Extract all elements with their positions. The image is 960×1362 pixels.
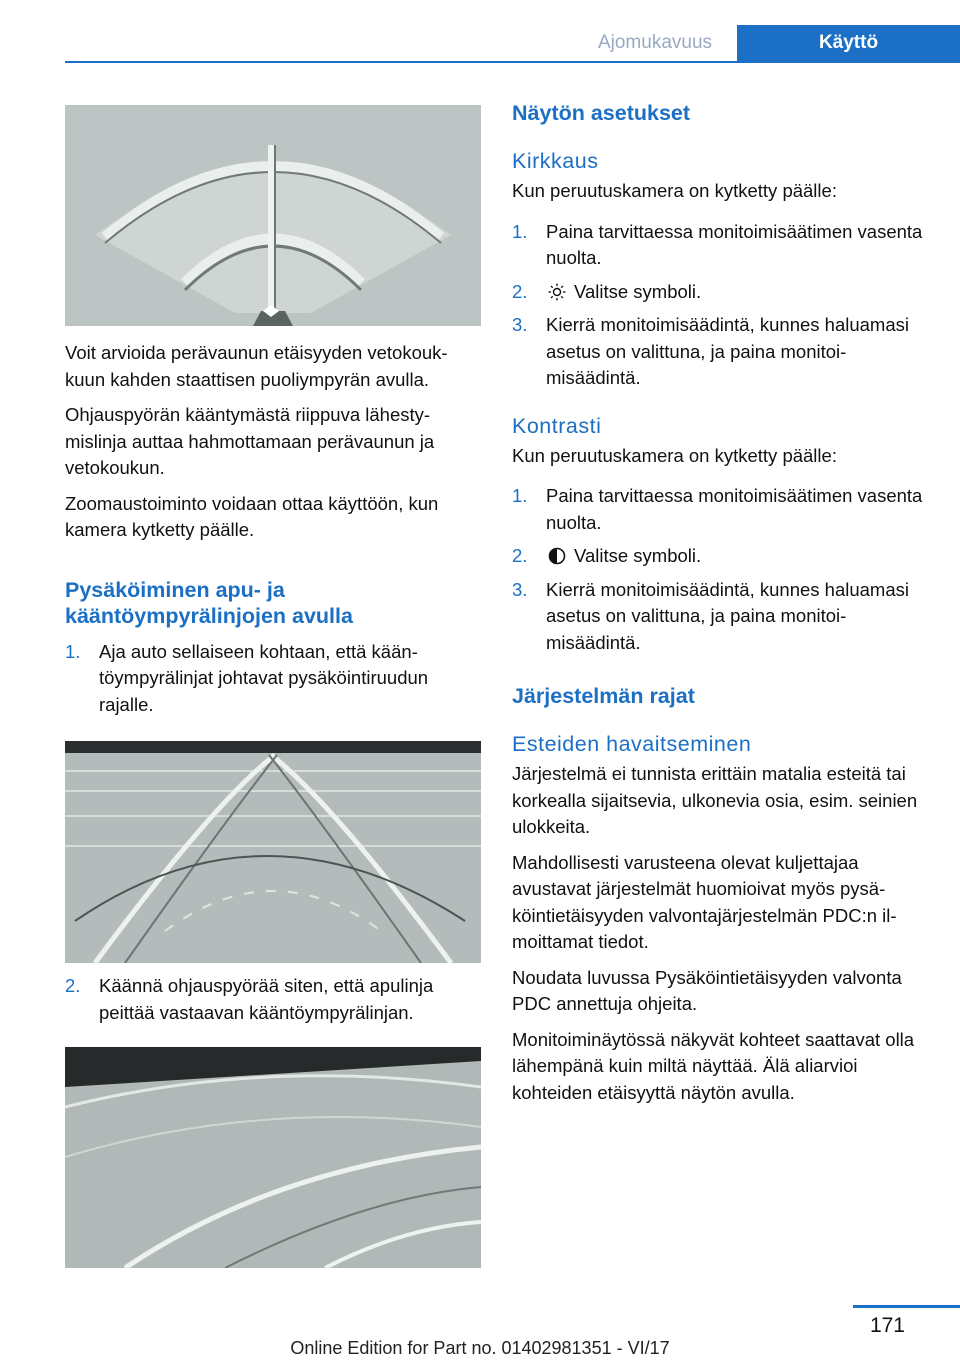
step-number: 1. <box>65 640 81 662</box>
list-item <box>65 973 481 1026</box>
paragraph: Monitoiminäytössä näkyvät kohteet saattavat olla lähempänä kuin miltä näyttää. Älä aliarvioi kohteiden etäisyyttä näytön avulla. <box>512 1028 915 1103</box>
list-item <box>512 483 932 536</box>
subsection-heading: Esteiden havaitseminen <box>512 732 752 756</box>
page-number: 171 <box>869 1314 905 1337</box>
paragraph: Järjestelmä ei tunnista erittäin matalia esteitä tai korkealla sijaitsevia, ulkonevia osia, esim. seinien ulokkeita. <box>512 763 918 837</box>
step-number: 3. <box>512 314 528 335</box>
active-chapter-tab: Käyttö <box>737 25 960 61</box>
step-text: Aja auto sellaiseen kohtaan, että kääntöympyrälinjat johtavat pysäköintiruudun rajalle. <box>99 640 429 715</box>
step-text: Paina tarvittaessa monitoimisäätimen vasenta nuolta. <box>546 220 923 268</box>
list-item <box>512 312 932 392</box>
list-item <box>512 279 932 306</box>
contrast-icon <box>546 547 568 565</box>
paragraph: Noudata luvussa Pysäköintietäisyyden valvonta PDC annettuja ohjeita. <box>512 966 902 1014</box>
section-tab: Ajomukavuus <box>597 32 713 53</box>
step-number: 3. <box>512 578 528 600</box>
step-text: Käännä ohjauspyörää siten, että apulinja peittää vastaavan kääntöympyrälinjan. <box>99 975 434 1023</box>
paragraph: Zoomaustoiminto voidaan ottaa käyttöön, kun kamera kytketty päälle. <box>65 492 439 540</box>
step-number: 2. <box>512 280 528 302</box>
steering-lines-camera-image <box>65 1047 481 1268</box>
brightness-icon <box>546 283 568 301</box>
step-number: 1. <box>512 485 528 506</box>
step-number: 2. <box>512 545 528 566</box>
step-text: Valitse symboli. <box>574 280 702 302</box>
footer-rule <box>853 1305 960 1308</box>
section-heading: Järjestelmän rajat <box>512 684 695 708</box>
left-column <box>65 105 481 1268</box>
footer-edition-note: Online Edition for Part no. 01402981351 - VI/17 <box>290 1338 670 1358</box>
section-heading: Pysäköiminen apu- ja kääntöympyrälinjojen avulla <box>65 577 353 628</box>
step-text: Kierrä monitoimisäädintä, kunnes haluamasi asetus on valittuna, ja paina monitoimisäädintä. <box>546 578 909 653</box>
parking-lines-camera-image <box>65 741 481 963</box>
step-text: Kierrä monitoimisäädintä, kunnes haluamasi asetus on valittuna, ja paina monitoimisäädintä. <box>546 314 909 388</box>
paragraph: Kun peruutuskamera on kytketty päälle: <box>512 180 837 201</box>
page-header <box>0 0 960 62</box>
list-item <box>65 639 481 719</box>
step-text: Paina tarvittaessa monitoimisäätimen vasenta nuolta. <box>546 485 923 533</box>
step-number: 1. <box>512 220 528 242</box>
list-item <box>512 543 932 570</box>
paragraph: Mahdollisesti varusteena olevat kuljettajaa avustavat järjestelmät huomioivat myös pysäköintietäisyyden valvontajärjestelmän PDC:n ilmoittamat tiedot. <box>512 851 897 952</box>
brightness-steps-list <box>512 219 932 392</box>
contrast-steps-list <box>512 483 932 656</box>
step-text: Valitse symboli. <box>574 545 702 566</box>
step-number: 2. <box>65 975 81 996</box>
steps-list <box>65 639 481 719</box>
paragraph: Ohjauspyörän kääntymästä riippuva lähestymislinja auttaa hahmottamaan perävaunun ja vetokoukun. <box>65 404 435 478</box>
header-rule <box>65 61 960 63</box>
list-item <box>512 577 932 657</box>
trailer-hitch-camera-image <box>65 105 481 326</box>
list-item <box>512 219 932 272</box>
subsection-heading: Kontrasti <box>512 413 602 438</box>
right-column <box>512 100 932 1115</box>
steps-list <box>65 973 481 1026</box>
paragraph: Voit arvioida perävaunun etäisyyden vetokoukkuun kahden staattisen puoliympyrän avulla. <box>65 342 448 390</box>
section-heading: Näytön asetukset <box>512 101 691 125</box>
subsection-heading: Kirkkaus <box>512 149 599 173</box>
paragraph: Kun peruutuskamera on kytketty päälle: <box>512 444 837 466</box>
